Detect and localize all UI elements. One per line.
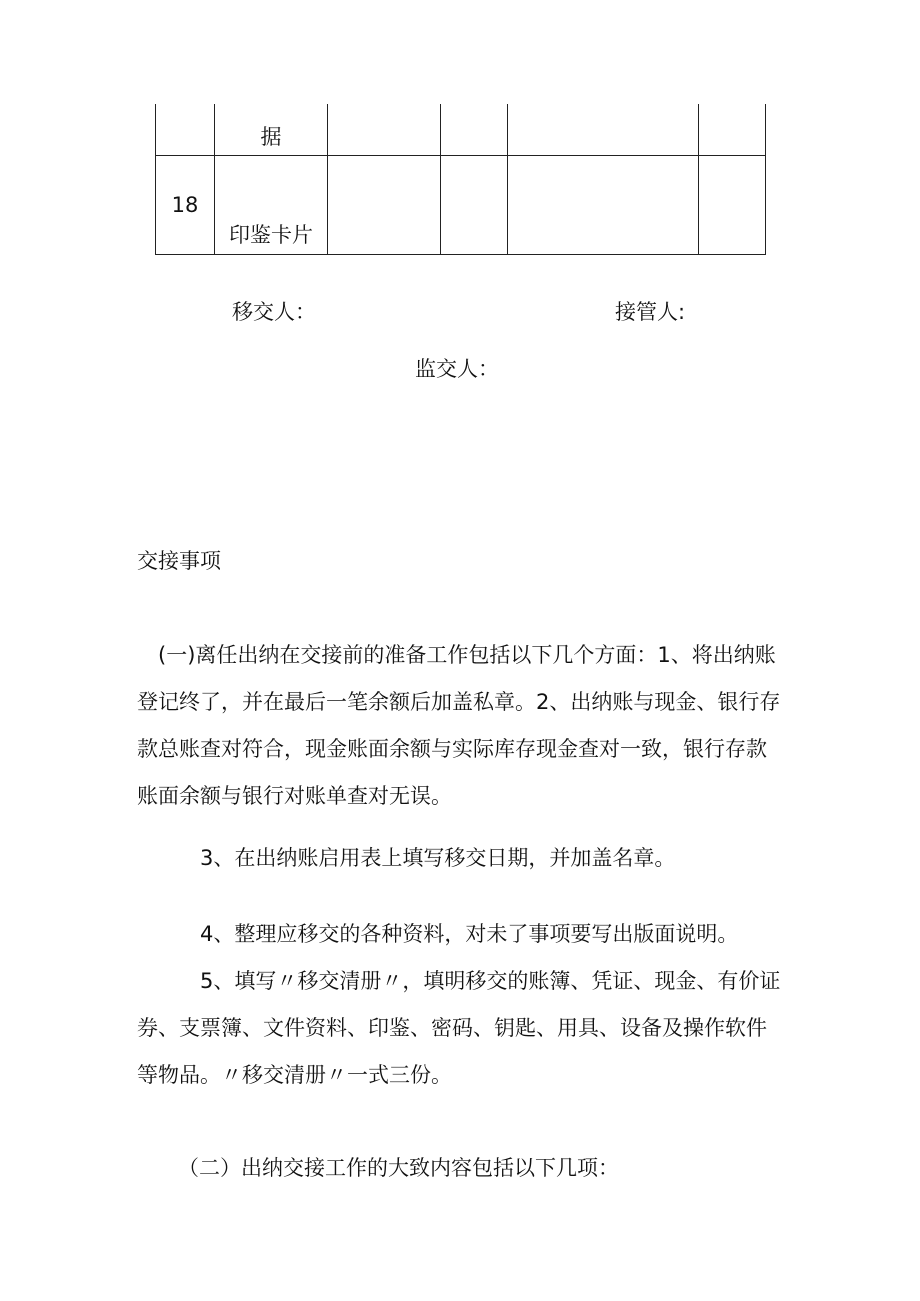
paragraph-item-3: 3、在出纳账启用表上填写移交日期，并加盖名章。 [200,846,676,870]
receiver-signature-label: 接管人: [615,300,686,324]
empty-cell [441,104,508,156]
empty-cell [699,104,766,156]
empty-cell [441,156,508,255]
item-name: 据 [260,125,282,149]
empty-cell [508,156,699,255]
empty-cell [328,156,441,255]
item-name-cell [215,156,328,255]
table-row [156,104,766,156]
empty-cell [328,104,441,156]
empty-cell [699,156,766,255]
table-row [156,156,766,255]
supervisor-signature-label: 监交人： [415,357,499,381]
transferor-signature-label: 移交人： [232,300,316,324]
paragraph-part-2: （二）出纳交接工作的大致内容包括以下几项： [178,1156,619,1180]
empty-cell [508,104,699,156]
row-number-cell [156,104,215,156]
item-name-cell [215,104,328,156]
section-heading: 交接事项 [137,549,221,573]
paragraph-preparation: (一)离任出纳在交接前的准备工作包括以下几个方面：1、将出纳账登记终了，并在最后一笔余额后加盖私章。2、出纳账与现金、银行存款总账查对符合，现金账面余额与实际库存现金查对一致，银行存款账面余额与银行对账单查对无误。 [137,643,781,808]
paragraph-item-4: 4、整理应移交的各种资料，对未了事项要写出版面说明。 [200,922,739,946]
item-name: 印鉴卡片 [229,223,313,247]
row-number-cell: 18 [156,156,215,255]
handover-table [155,104,766,255]
paragraph-item-5: 5、填写〃移交清册〃，填明移交的账簿、凭证、现金、有价证券、支票簿、文件资料、印鉴、密码、钥匙、用具、设备及操作软件等物品。〃移交清册〃一式三份。 [137,969,781,1087]
